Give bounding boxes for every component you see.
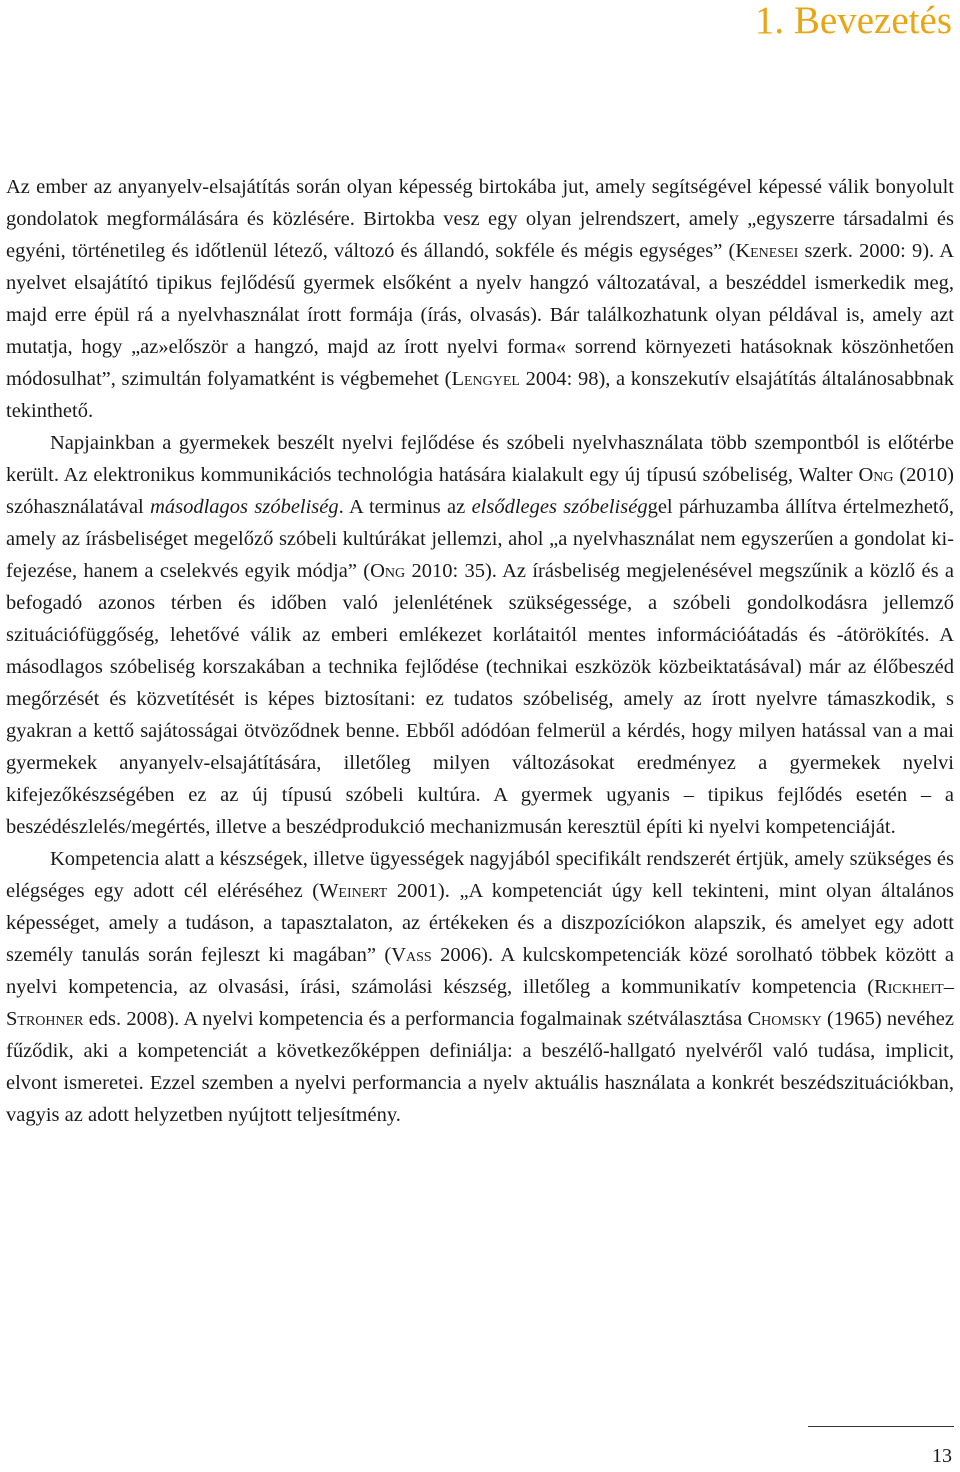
text-run: (1965) nevéhez fűződik, aki a kompetenciát a következőképpen definiálja: a beszélő-hallgató nyelvéről való tudása, implicit, elvont ismeretei. Ezzel szemben a nyelvi performancia a nyelv aktuális használata a konkrét beszédszituációkban, vagyis az adott helyzetben nyújtott teljesítmény. xyxy=(6,1008,954,1126)
text-run: 2006). A kulcskompetenciák közé sorolható többek között a nyelvi kompetencia, az olvasási, írási, számolási készség, illetőleg a kommunikatív kompetencia ( xyxy=(6,944,955,998)
text-run: 2010: 35). Az írásbeliség megjelenésével megszűnik a közlő és a befogadó azonos térben és időben való jelenlétének szükségessége, a szóbeli gondolkodásra jellemző szituációfüggőség, lehetővé válik az emberi emlékezet korlátaitól mentes információátadás és -átörökítés. A másodlagos szóbeliség korszakában a technika fejlődése (technikai eszközök közbeiktatásával) már az élőbeszéd megőrzését és közvetítését is képes biztosítani: ez tudatos szóbeliség, amely az írott nyelvre támaszkodik, s gyakran a kettő sajátosságai ötvöződnek benne. Ebből adódóan felmerül a kérdés, hogy milyen hatással van a mai gyermekek anyanyelv-elsajátítására, illetőleg milyen változásokat eredményez a gyermekek nyelvi kifejezőkészségében ez az új típusú szóbeli kultúra. A gyermek ugyanis – tipikus fejlődés esetén – a beszédészlelés/megértés, illetve a beszédprodukció mechanizmusán keresztül építi ki nyelvi kompetenciáját. xyxy=(6,560,954,838)
body-text xyxy=(6,171,954,1131)
paragraph-1 xyxy=(6,171,954,427)
author-name: Ong xyxy=(370,560,406,582)
text-run: Napjainkban a gyermekek beszélt nyelvi fejlődése és szóbeli nyelvhasználata több szempontból is előtérbe került. Az elektronikus kommunikációs technológia hatására kialakult egy új típusú szóbeliség, Walter xyxy=(6,432,954,486)
text-run: (2010) szóhasználatával xyxy=(6,464,954,518)
italic-term: másodlagos szóbeliség xyxy=(150,496,339,518)
author-name: Ong xyxy=(858,464,894,486)
text-run: 2004: 98), a konszekutív elsajátítás általánosabbnak tekinthető. xyxy=(6,368,954,422)
text-run: Kompetencia alatt a készségek, illetve ügyességek nagyjából specifikált rendszerét értjük, amely szükséges és elégséges egy adott cél eléréséhez ( xyxy=(6,848,954,902)
author-name: Rickheit–Strohner xyxy=(6,976,954,1030)
paragraph-2 xyxy=(6,427,954,843)
text-run: . A terminus az xyxy=(338,496,472,518)
text-run: 2001). „A kompetenciát úgy kell tekinteni, mint olyan általános képességet, amely a tudáson, a tapasztalaton, az értékeken és a diszpozíciókon alapszik, és amelyet egy adott személy tanulás során fejleszt ki magában” ( xyxy=(6,880,954,966)
author-name: Kenesei xyxy=(735,240,799,262)
page-number: 13 xyxy=(932,1445,952,1467)
italic-term: elsődleges szóbeliség xyxy=(471,496,648,518)
text-run: eds. 2008). A nyelvi kompetencia és a performancia fogalmainak szétválasztása xyxy=(83,1008,748,1030)
text-run: gel párhuzamba állítva értelmezhető, amely az írásbeliséget megelőző szóbeli kultúrákat jellemzi, ahol „a nyelvhasználat nem egyszerűen a gondolat kifejezése, hanem a cselekvés egyik módja” ( xyxy=(6,496,954,582)
author-name: Vass xyxy=(391,944,432,966)
author-name: Weinert xyxy=(319,880,388,902)
text-run: szerk. 2000: 9). A nyelvet elsajátító tipikus fejlődésű gyermek elsőként a nyelv hangzó változatával, a beszéddel ismerkedik meg, majd erre épül rá a nyelvhasználat írott formája (írás, olvasás). Bár találkozhatunk olyan példával is, amely azt mutatja, hogy „az»először a hangzó, majd az írott nyelvi forma« sorrend környezeti hatásoknak köszönhetően módosulhat”, szimultán folyamatként is végbemehet ( xyxy=(6,240,954,390)
paragraph-3 xyxy=(6,843,954,1131)
footer-rule xyxy=(808,1426,954,1427)
author-name: Lengyel xyxy=(451,368,520,390)
chapter-title: 1. Bevezetés xyxy=(754,0,952,42)
author-name: Chomsky xyxy=(747,1008,822,1030)
text-run: Az ember az anyanyelv-elsajátítás során olyan képesség birtokába jut, amely segítségével képessé válik bonyolult gondolatok megformálására és közlésére. Birtokba vesz egy olyan jelrendszert, amely „egyszerre társadalmi és egyéni, történetileg és időtlenül létező, változó és állandó, sokféle és mégis egységes” ( xyxy=(6,176,954,262)
